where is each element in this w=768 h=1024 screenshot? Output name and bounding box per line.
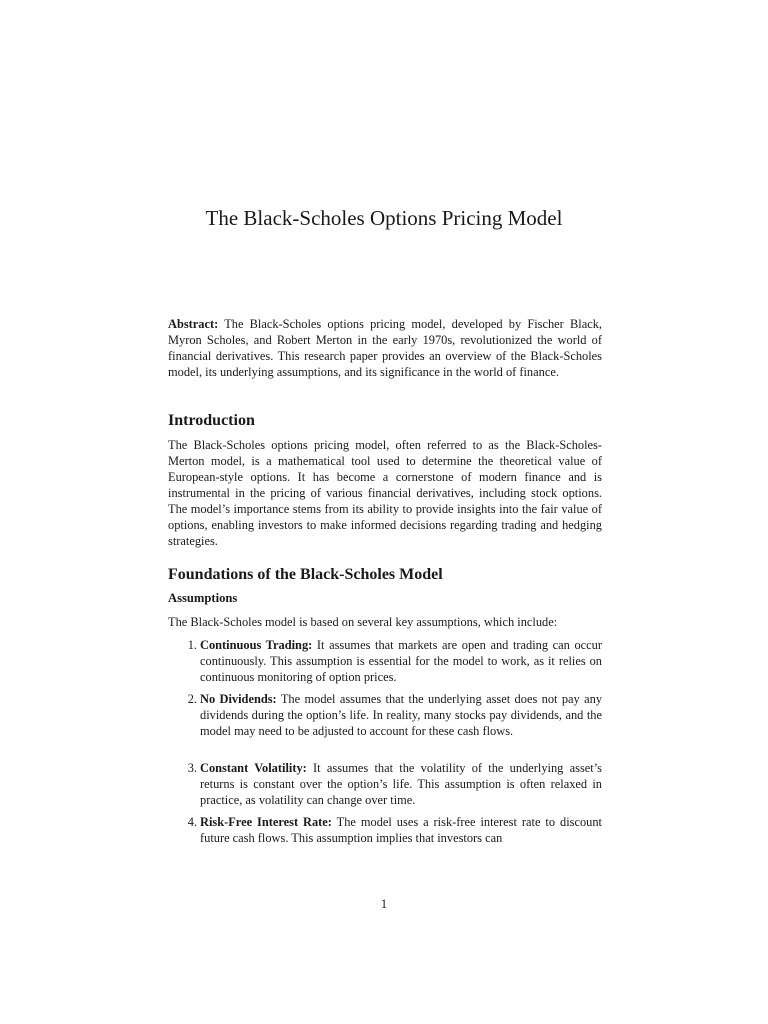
list-item-number: 1. — [187, 638, 197, 652]
subsection-heading-assumptions: Assumptions — [168, 591, 238, 605]
introduction-paragraph: The Black-Scholes options pricing model, often referred to as the Black-Scholes-Merton model, is a mathematical tool used to determine the theoretical value of European-style options. It has become a cornerstone of modern finance and is instrumental in the pricing of various financial derivatives, including stock options. The model’s importance stems from its ability to provide insights into the fair value of options, enabling investors to make informed decisions regarding trading and hedging strategies. — [168, 438, 602, 548]
list-item-number: 4. — [187, 815, 197, 829]
list-item-number: 3. — [187, 761, 197, 775]
list-item-body — [200, 637, 602, 685]
section-heading-foundations: Foundations of the Black-Scholes Model — [168, 566, 443, 583]
list-item-text: The model uses a risk-free interest rate to discount future cash flows. This assumption implies that investors can — [200, 815, 602, 845]
abstract-text: The Black-Scholes options pricing model, developed by Fischer Black, Myron Scholes, and Robert Merton in the early 1970s, revolutionized the world of financial derivatives. This research paper provides an overview of the Black-Scholes model, its underlying assumptions, and its significance in the world of finance. — [168, 317, 602, 379]
list-item-number: 2. — [187, 692, 197, 706]
list-item-text: The model assumes that the underlying asset does not pay any dividends during the option’s life. In reality, many stocks pay dividends, and the model may need to be adjusted to account for these cash flows. — [200, 692, 603, 738]
list-item-body — [200, 691, 602, 739]
page-number: 1 — [380, 897, 388, 911]
abstract — [168, 316, 602, 380]
list-item-label: Risk-Free Interest Rate: — [200, 815, 332, 829]
list-item-text: It assumes that the volatility of the underlying asset’s returns is constant over the option’s life. This assumption is often relaxed in practice, as volatility can change over time. — [200, 761, 602, 807]
section-heading-introduction: Introduction — [168, 412, 255, 429]
list-item-body — [200, 760, 602, 808]
paper-title: The Black-Scholes Options Pricing Model — [205, 206, 563, 230]
abstract-label: Abstract: — [168, 317, 219, 331]
list-item-body — [200, 814, 602, 846]
assumptions-intro: The Black-Scholes model is based on several key assumptions, which include: — [168, 615, 558, 629]
list-item-text: It assumes that markets are open and trading can occur continuously. This assumption is essential for the model to work, as it relies on continuous monitoring of option prices. — [200, 638, 602, 684]
list-item-label: No Dividends: — [200, 692, 277, 706]
list-item-label: Continuous Trading: — [200, 638, 313, 652]
list-item-label: Constant Volatility: — [200, 761, 307, 775]
